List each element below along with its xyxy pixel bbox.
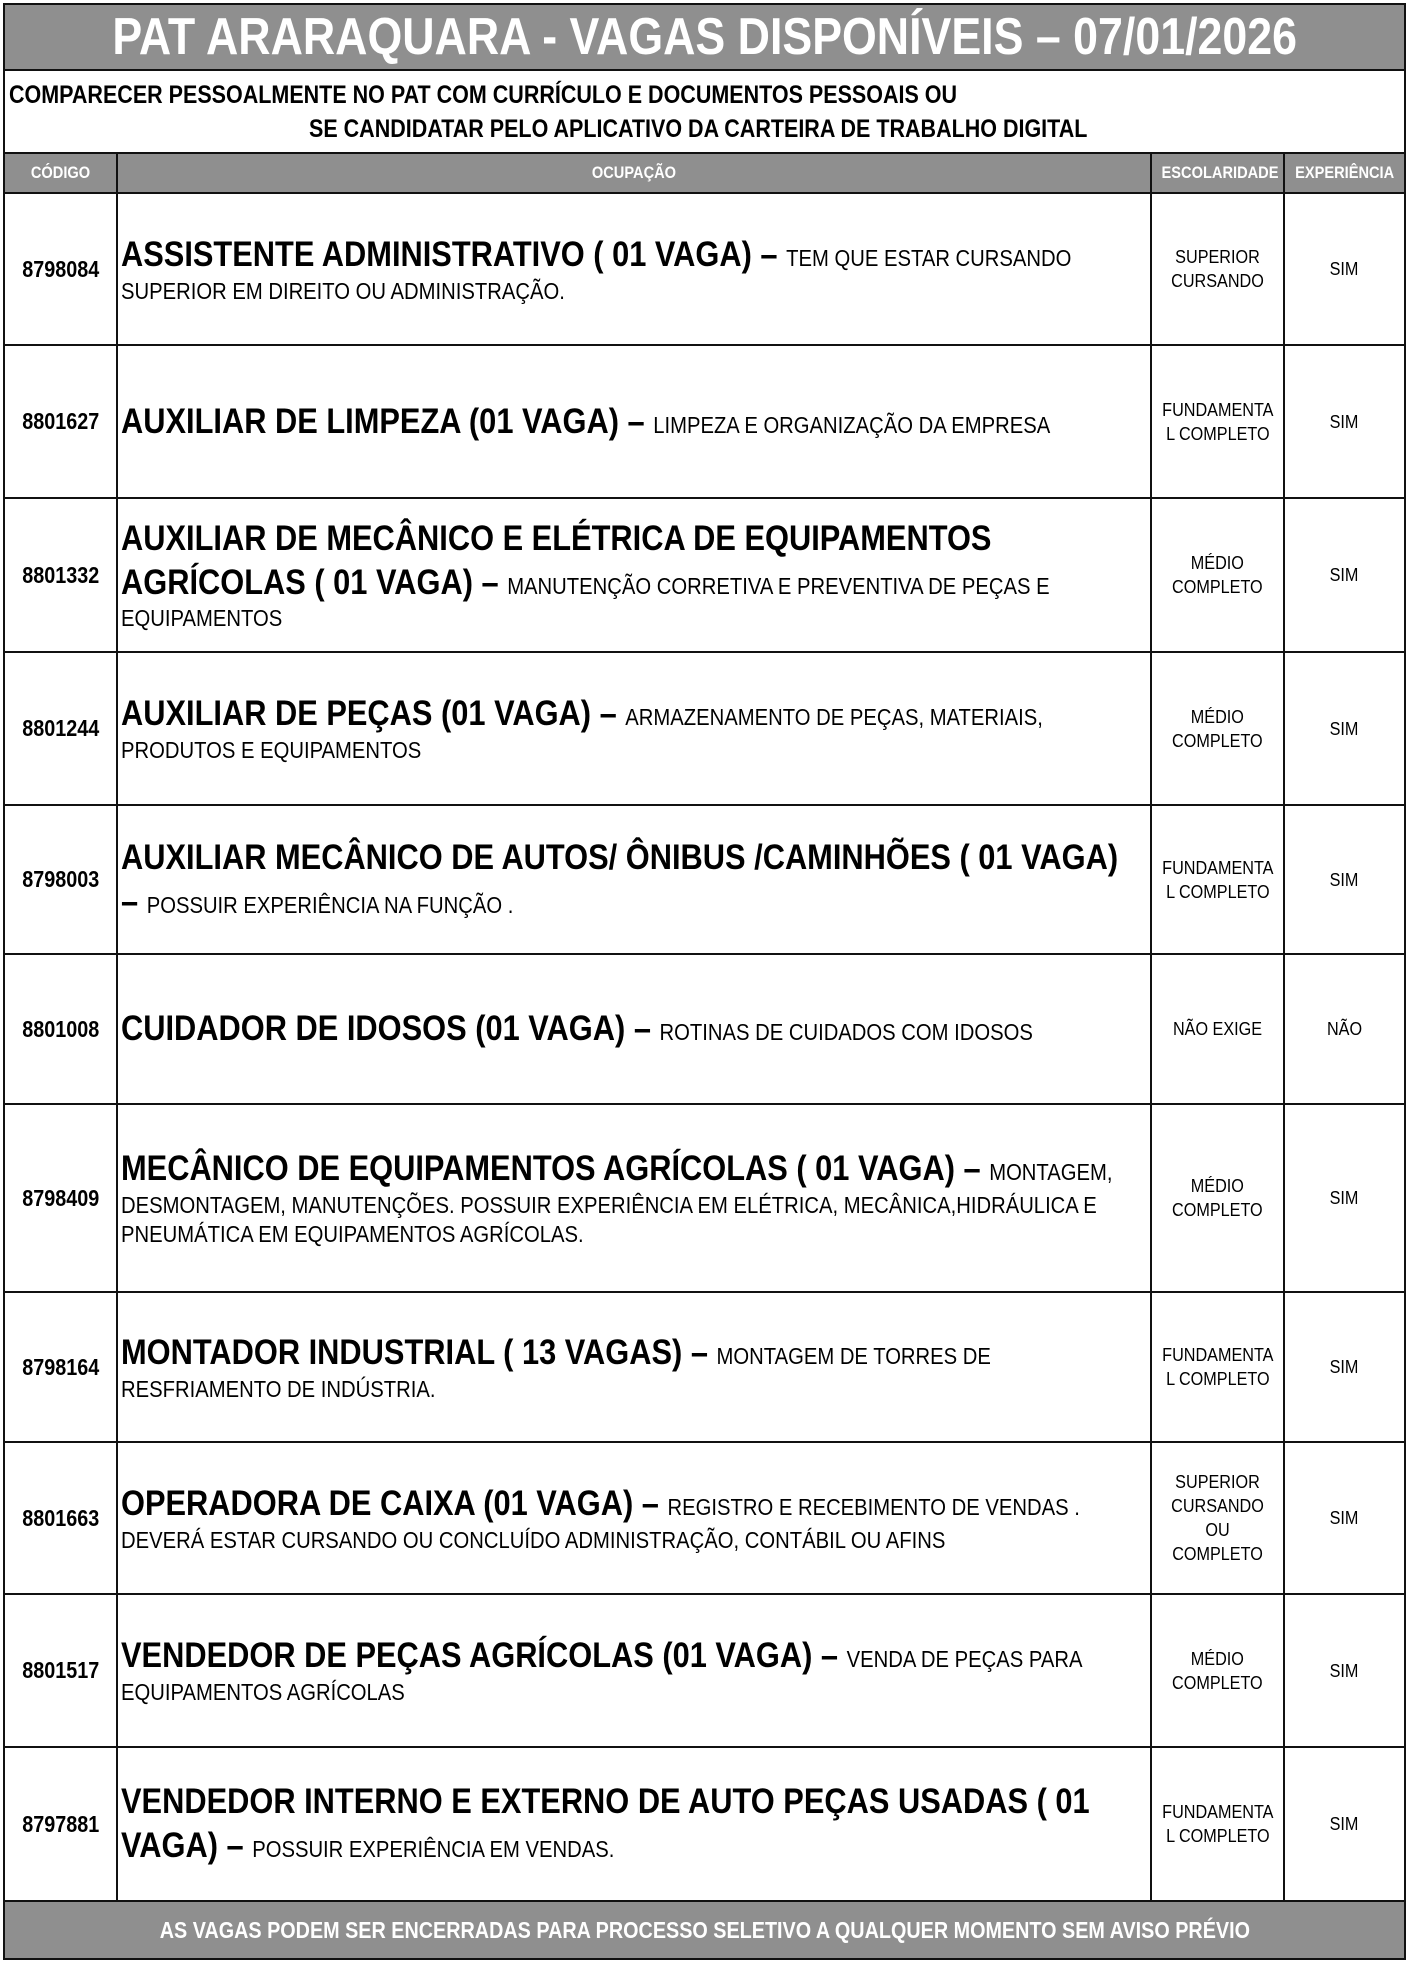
table-row [5,1594,1404,1747]
job-description: POSSUIR EXPERIÊNCIA NA FUNÇÃO . [146,891,514,918]
job-education: FUNDAMENTA L COMPLETO [1151,805,1284,954]
vacancies-table [5,154,1404,1900]
job-description: MANUTENÇÃO CORRETIVA E PREVENTIVA DE PEÇAS E EQUIPAMENTOS [121,572,1050,632]
job-education: SUPERIOR CURSANDO OU COMPLETO [1151,1442,1284,1594]
table-row [5,1104,1404,1292]
job-occupation [117,1442,1151,1594]
job-occupation [117,345,1151,498]
table-row [5,345,1404,498]
job-code: 8801244 [5,652,117,805]
table-row [5,193,1404,345]
job-education: SUPERIOR CURSANDO [1151,193,1284,345]
disclaimer-text: AS VAGAS PODEM SER ENCERRADAS PARA PROCESSO SELETIVO A QUALQUER MOMENTO SEM AVISO PRÉVIO [159,1917,1250,1943]
job-title: AUXILIAR DE PEÇAS (01 VAGA) – [121,694,626,734]
job-occupation [117,193,1151,345]
job-description: TEM QUE ESTAR CURSANDO SUPERIOR EM DIREITO OU ADMINISTRAÇÃO. [121,244,1072,304]
job-experience: SIM [1284,1104,1404,1292]
job-title: CUIDADOR DE IDOSOS (01 VAGA) – [121,1009,660,1049]
job-occupation [117,805,1151,954]
job-description: MONTAGEM DE TORRES DE RESFRIAMENTO DE INDÚSTRIA. [121,1342,991,1402]
page-title [5,5,1404,71]
job-title: MONTADOR INDUSTRIAL ( 13 VAGAS) – [121,1332,717,1372]
job-title: AUXILIAR MECÂNICO DE AUTOS/ ÔNIBUS /CAMINHÕES ( 01 VAGA) – [121,837,1119,921]
job-occupation [117,954,1151,1104]
column-header-experience: EXPERIÊNCIA [1284,154,1404,193]
job-title: AUXILIAR DE MECÂNICO E ELÉTRICA DE EQUIPAMENTOS AGRÍCOLAS ( 01 VAGA) – [121,518,992,602]
job-description: VENDA DE PEÇAS PARA EQUIPAMENTOS AGRÍCOLAS [121,1646,1082,1705]
job-education: MÉDIO COMPLETO [1151,652,1284,805]
column-header-education: ESCOLARIDADE [1151,154,1284,193]
job-experience: SIM [1284,805,1404,954]
job-occupation [117,1747,1151,1900]
job-listing-sheet [3,3,1406,1960]
job-code: 8798084 [5,193,117,345]
column-header-code: CÓDIGO [5,154,117,193]
job-code: 8798003 [5,805,117,954]
job-experience: NÃO [1284,954,1404,1104]
job-occupation [117,1104,1151,1292]
job-description: ROTINAS DE CUIDADOS COM IDOSOS [659,1019,1033,1046]
job-education: FUNDAMENTA L COMPLETO [1151,1292,1284,1442]
job-code: 8798164 [5,1292,117,1442]
job-experience: SIM [1284,193,1404,345]
column-header-occupation: OCUPAÇÃO [117,154,1151,193]
job-education: MÉDIO COMPLETO [1151,1594,1284,1747]
job-code: 8801332 [5,498,117,652]
job-occupation [117,1292,1151,1442]
table-header-row [5,154,1404,193]
table-row [5,498,1404,652]
table-row [5,1292,1404,1442]
job-occupation [117,652,1151,805]
job-occupation [117,498,1151,652]
job-experience: SIM [1284,1594,1404,1747]
notice-line-2: SE CANDIDATAR PELO APLICATIVO DA CARTEIRA DE TRABALHO DIGITAL [309,115,1088,143]
table-row [5,652,1404,805]
job-education: NÃO EXIGE [1151,954,1284,1104]
notice-line-1: COMPARECER PESSOALMENTE NO PAT COM CURRÍCULO E DOCUMENTOS PESSOAIS OU [9,81,958,109]
job-code: 8801627 [5,345,117,498]
disclaimer-footer [5,1900,1404,1958]
job-experience: SIM [1284,345,1404,498]
job-title: VENDEDOR INTERNO E EXTERNO DE AUTO PEÇAS USADAS ( 01 VAGA) – [121,1782,1090,1865]
table-row [5,1747,1404,1900]
job-title: AUXILIAR DE LIMPEZA (01 VAGA) – [121,401,654,441]
job-code: 8801663 [5,1442,117,1594]
job-education: FUNDAMENTA L COMPLETO [1151,345,1284,498]
job-description: LIMPEZA E ORGANIZAÇÃO DA EMPRESA [653,411,1051,438]
job-title: VENDEDOR DE PEÇAS AGRÍCOLAS (01 VAGA) – [121,1636,847,1676]
table-row [5,805,1404,954]
job-title: ASSISTENTE ADMINISTRATIVO ( 01 VAGA) – [121,234,787,274]
job-occupation [117,1594,1151,1747]
page-title-text: PAT ARARAQUARA - VAGAS DISPONÍVEIS – 07/01/2026 [112,8,1297,66]
job-experience: SIM [1284,498,1404,652]
job-experience: SIM [1284,652,1404,805]
job-code: 8801008 [5,954,117,1104]
table-row [5,1442,1404,1594]
job-title: MECÂNICO DE EQUIPAMENTOS AGRÍCOLAS ( 01 VAGA) – [121,1149,990,1189]
job-education: MÉDIO COMPLETO [1151,1104,1284,1292]
table-row [5,954,1404,1104]
job-code: 8801517 [5,1594,117,1747]
job-education: MÉDIO COMPLETO [1151,498,1284,652]
job-code: 8798409 [5,1104,117,1292]
job-experience: SIM [1284,1747,1404,1900]
job-code: 8797881 [5,1747,117,1900]
job-description: ARMAZENAMENTO DE PEÇAS, MATERIAIS, PRODUTOS E EQUIPAMENTOS [121,704,1043,763]
job-title: OPERADORA DE CAIXA (01 VAGA) – [121,1483,668,1523]
job-description: REGISTRO E RECEBIMENTO DE VENDAS . DEVERÁ ESTAR CURSANDO OU CONCLUÍDO ADMINISTRAÇÃO, CONTÁBIL OU AFINS [121,1493,1080,1553]
job-experience: SIM [1284,1442,1404,1594]
job-description: MONTAGEM, DESMONTAGEM, MANUTENÇÕES. POSSUIR EXPERIÊNCIA EM ELÉTRICA, MECÂNICA,HIDRÁULICA E PNEUMÁTICA EM EQUIPAMENTOS AGRÍCOLAS. [121,1159,1113,1247]
job-experience: SIM [1284,1292,1404,1442]
job-education: FUNDAMENTA L COMPLETO [1151,1747,1284,1900]
application-notice [5,71,1404,154]
job-description: POSSUIR EXPERIÊNCIA EM VENDAS. [252,1836,615,1862]
